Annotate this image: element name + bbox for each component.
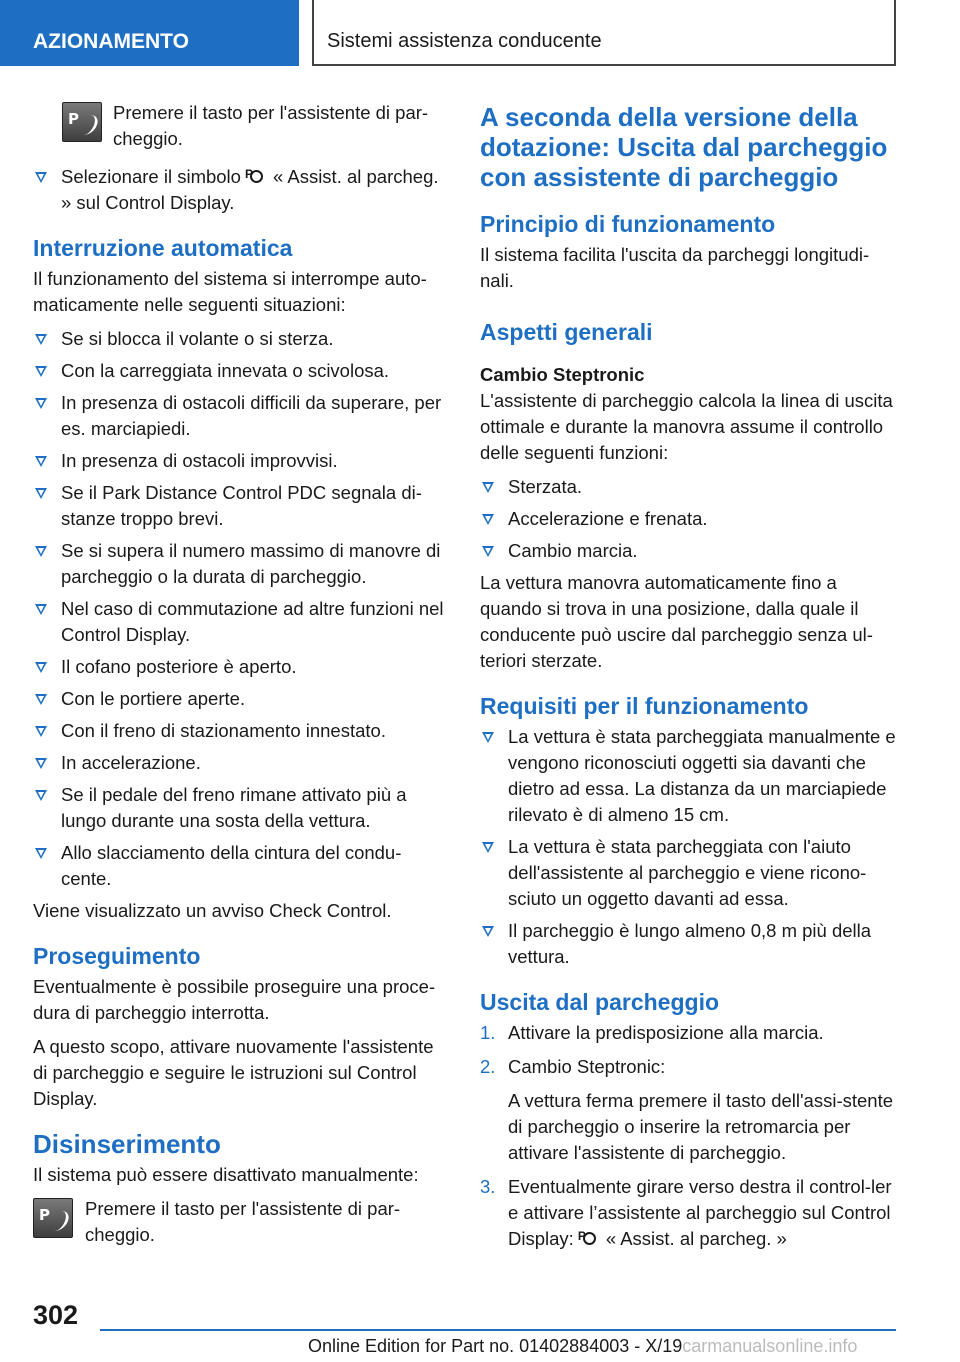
chapter-header bbox=[312, 0, 896, 66]
list-item-text: In accelerazione. bbox=[61, 752, 201, 773]
list-item-text: Con il freno di stazionamento innestato. bbox=[61, 720, 386, 741]
bullet-triangle-icon bbox=[35, 662, 47, 673]
bullet-triangle-icon bbox=[482, 926, 494, 937]
bullet-triangle-icon bbox=[482, 732, 494, 743]
functions-list bbox=[480, 474, 898, 564]
deactivation-heading: Disinserimento bbox=[33, 1129, 221, 1159]
interruption-heading: Interruzione automatica bbox=[33, 235, 293, 261]
list-item bbox=[33, 538, 449, 590]
park-assist-key-icon: P bbox=[33, 1198, 73, 1238]
deactivation-button-step bbox=[33, 1196, 449, 1252]
list-item bbox=[33, 686, 449, 712]
list-item-text: Nel caso di commutazione ad altre funzioni nel Control Display. bbox=[61, 598, 444, 645]
bullet-triangle-icon bbox=[35, 726, 47, 737]
list-item bbox=[33, 480, 449, 532]
list-item bbox=[33, 654, 449, 680]
park-assist-button-step bbox=[33, 100, 449, 156]
chapter-title: Sistemi assistenza conducente bbox=[327, 30, 602, 52]
list-item-text: Se si supera il numero massimo di manovre di parcheggio o la durata di parcheggio. bbox=[61, 540, 441, 587]
list-item-text: Con le portiere aperte. bbox=[61, 688, 246, 709]
bullet-triangle-icon bbox=[35, 790, 47, 801]
park-assist-symbol-icon: P bbox=[245, 165, 267, 187]
section-tab bbox=[0, 0, 299, 66]
list-item bbox=[33, 390, 449, 442]
principle-text: Il sistema facilita l'uscita da parcheggi longitudi-nali. bbox=[480, 244, 870, 291]
step-item: 1. Attivare la predisposizione alla marcia. bbox=[480, 1022, 824, 1043]
watermark: carmanualsonline.info bbox=[682, 1336, 858, 1356]
interruption-outro: Viene visualizzato un avviso Check Control. bbox=[33, 900, 392, 921]
bullet-triangle-icon bbox=[35, 758, 47, 769]
list-item bbox=[480, 918, 898, 970]
list-item-text: Sterzata. bbox=[508, 476, 583, 497]
list-item-text: Con la carreggiata innevata o scivolosa. bbox=[61, 360, 390, 381]
deactivation-button-text: Premere il tasto per l'assistente di par-cheggio. bbox=[85, 1198, 401, 1245]
select-symbol-list bbox=[33, 164, 449, 216]
list-item bbox=[480, 506, 898, 532]
continuation-text-2: A questo scopo, attivare nuovamente l'assistente di parcheggio e seguire le istruzioni sul Control Display. bbox=[33, 1036, 434, 1109]
list-item bbox=[480, 834, 898, 912]
list-item bbox=[480, 724, 898, 828]
bullet-triangle-icon bbox=[35, 604, 47, 615]
list-item-text: Se il Park Distance Control PDC segnala di-stanze troppo brevi. bbox=[61, 482, 422, 529]
list-item-text: Accelerazione e frenata. bbox=[508, 508, 708, 529]
list-item-text: Se si blocca il volante o si sterza. bbox=[61, 328, 334, 349]
button-step-text: Premere il tasto per l'assistente di par-cheggio. bbox=[113, 102, 429, 149]
list-item-text: Cambio marcia. bbox=[508, 540, 638, 561]
bullet-triangle-icon bbox=[35, 848, 47, 859]
list-item bbox=[33, 840, 449, 892]
requirements-heading: Requisiti per il funzionamento bbox=[480, 693, 809, 719]
park-assist-key-icon: P bbox=[62, 102, 102, 142]
bullet-triangle-icon bbox=[482, 514, 494, 525]
bullet-triangle-icon bbox=[35, 366, 47, 377]
park-assist-symbol-icon: P bbox=[578, 1227, 600, 1249]
list-item bbox=[33, 782, 449, 834]
continuation-text-1: Eventualmente è possibile proseguire una proce-dura di parcheggio interrotta. bbox=[33, 976, 436, 1023]
bullet-triangle-icon bbox=[482, 546, 494, 557]
list-item bbox=[33, 448, 449, 474]
list-item-text: Allo slacciamento della cintura del condu-cente. bbox=[61, 842, 402, 889]
exit-steps-list bbox=[480, 1020, 898, 1252]
list-item bbox=[33, 750, 449, 776]
main-section-title: A seconda della versione della dotazione: Uscita dal parcheggio con assistente di parcheggio bbox=[480, 102, 888, 192]
steptronic-subheading: Cambio Steptronic bbox=[480, 364, 645, 385]
bullet-triangle-icon bbox=[482, 842, 494, 853]
left-column bbox=[33, 100, 449, 1260]
general-text: L'assistente di parcheggio calcola la linea di uscita ottimale e durante la manovra assume il controllo delle seguenti funzioni: bbox=[480, 390, 893, 463]
bullet-triangle-icon bbox=[35, 172, 47, 183]
edition-note: Online Edition for Part no. 01402884003 - X/19carmanualsonline.info bbox=[308, 1336, 858, 1356]
list-item-text: Se il pedale del freno rimane attivato più a lungo durante una sosta della vettura. bbox=[61, 784, 407, 831]
list-item: Selezionare il simbolo P « Assist. al parcheg. » sul Control Display. bbox=[33, 164, 449, 216]
section-title: AZIONAMENTO bbox=[33, 30, 189, 53]
bullet-triangle-icon bbox=[35, 398, 47, 409]
list-item-text: In presenza di ostacoli improvvisi. bbox=[61, 450, 338, 471]
list-item bbox=[480, 538, 898, 564]
list-item bbox=[33, 596, 449, 648]
footer-rule bbox=[100, 1329, 896, 1331]
list-item-text: In presenza di ostacoli difficili da superare, per es. marciapiedi. bbox=[61, 392, 442, 439]
step-item: 3. Eventualmente girare verso destra il control-ler e attivare l’assistente al parcheggio sul Control Display: P « Assist. al parcheg. » bbox=[480, 1176, 892, 1249]
step-item: 2. Cambio Steptronic: A vettura ferma premere il tasto dell'assi-stente di parcheggio o inserire la retromarcia per attivare l'assistente di parcheggio. bbox=[480, 1056, 894, 1163]
right-column bbox=[480, 100, 898, 1260]
page-number: 302 bbox=[33, 1300, 79, 1330]
list-item bbox=[33, 326, 449, 352]
list-item bbox=[480, 474, 898, 500]
bullet-triangle-icon bbox=[35, 546, 47, 557]
bullet-triangle-icon bbox=[35, 334, 47, 345]
exit-heading: Uscita dal parcheggio bbox=[480, 989, 720, 1015]
bullet-triangle-icon bbox=[482, 482, 494, 493]
bullet-triangle-icon bbox=[35, 456, 47, 467]
deactivation-intro: Il sistema può essere disattivato manualmente: bbox=[33, 1164, 419, 1185]
list-item-text: La vettura è stata parcheggiata con l'aiuto dell'assistente al parcheggio e viene ricono-sciuto un oggetto davanti ad essa. bbox=[508, 836, 867, 909]
list-item-text: La vettura è stata parcheggiata manualmente e vengono riconosciuti oggetti sia davanti che dietro ad essa. La distanza da un marciapiede rilevato è di almeno 15 cm. bbox=[508, 726, 896, 825]
bullet-triangle-icon bbox=[35, 488, 47, 499]
interruption-intro: Il funzionamento del sistema si interrompe auto-maticamente nelle seguenti situazioni: bbox=[33, 268, 427, 315]
continuation-heading: Proseguimento bbox=[33, 943, 201, 969]
interruption-list bbox=[33, 326, 449, 892]
bullet-triangle-icon bbox=[35, 694, 47, 705]
list-item-text: Il cofano posteriore è aperto. bbox=[61, 656, 297, 677]
general-heading: Aspetti generali bbox=[480, 319, 653, 345]
list-item-text: Il parcheggio è lungo almeno 0,8 m più della vettura. bbox=[508, 920, 872, 967]
requirements-list bbox=[480, 724, 898, 970]
principle-heading: Principio di funzionamento bbox=[480, 211, 776, 237]
general-outro: La vettura manovra automaticamente fino a quando si trova in una posizione, dalla quale il conducente può uscire dal parcheggio senza ul-teriori sterzate. bbox=[480, 572, 873, 671]
list-item bbox=[33, 358, 449, 384]
list-item bbox=[33, 718, 449, 744]
